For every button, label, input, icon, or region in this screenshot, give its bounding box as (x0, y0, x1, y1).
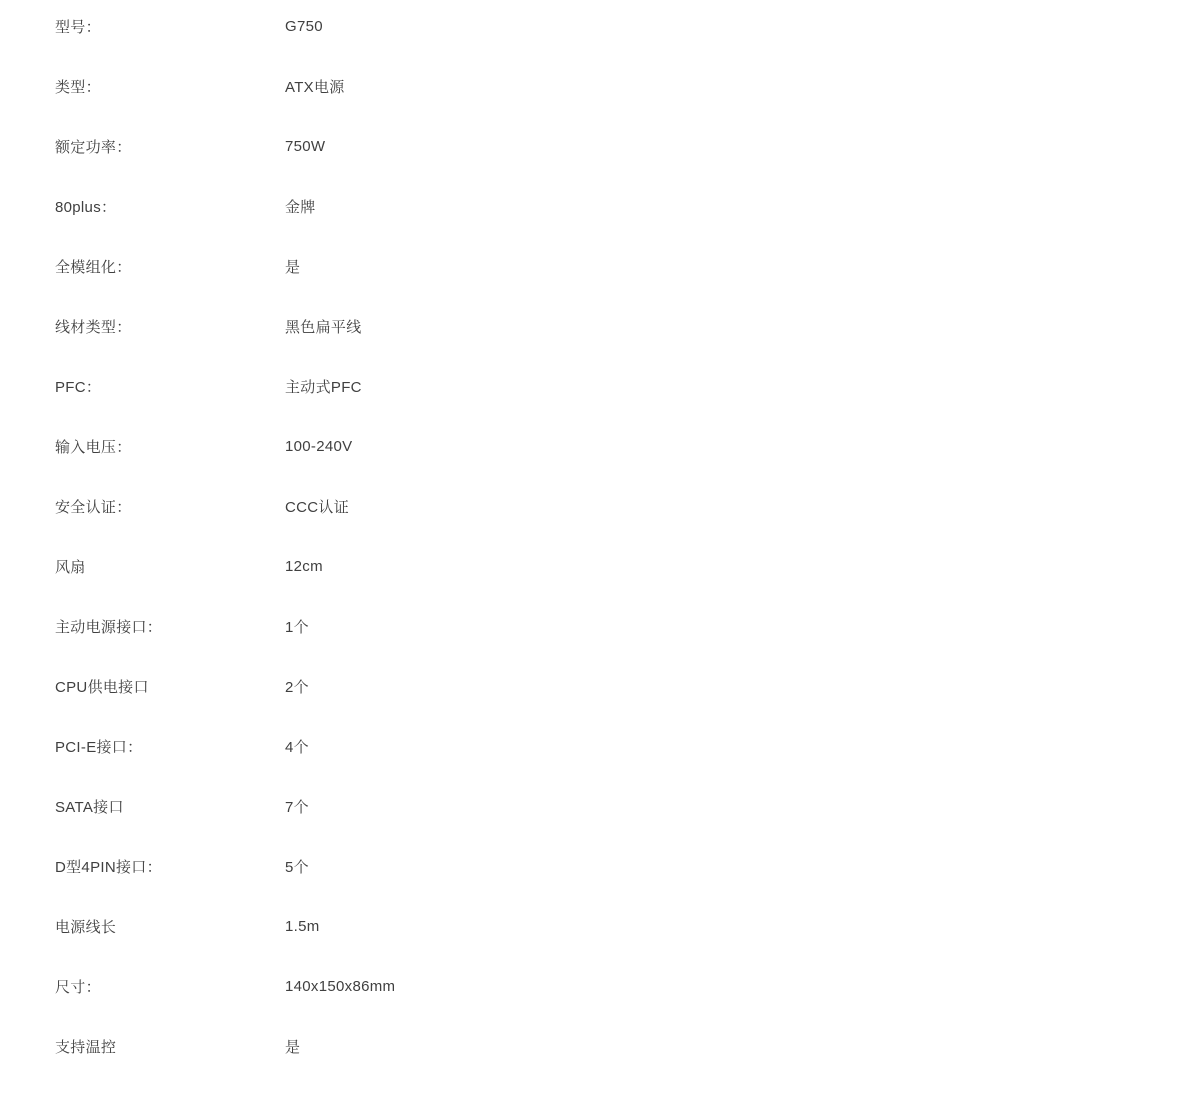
spec-label: PFC： (55, 378, 102, 396)
spec-row (0, 356, 1180, 416)
spec-label: 型号： (55, 18, 101, 36)
spec-row (0, 896, 1180, 956)
spec-row (0, 296, 1180, 356)
spec-label: 尺寸： (55, 978, 101, 996)
spec-value: CCC认证 (285, 498, 349, 516)
spec-value: 140x150x86mm (285, 977, 396, 995)
spec-value: 100-240V (285, 437, 353, 455)
spec-value: 5个 (285, 858, 309, 876)
spec-row (0, 776, 1180, 836)
spec-value: 2个 (285, 678, 309, 696)
spec-label: 类型： (55, 78, 101, 96)
spec-value: 金牌 (285, 198, 316, 216)
spec-row (0, 656, 1180, 716)
spec-value: 12cm (285, 557, 323, 575)
spec-row (0, 1016, 1180, 1076)
spec-value: 主动式PFC (285, 378, 362, 396)
spec-label: PCI-E接口： (55, 738, 143, 756)
spec-row (0, 176, 1180, 236)
spec-row (0, 716, 1180, 776)
spec-label: 线材类型： (55, 318, 132, 336)
spec-value: 7个 (285, 798, 309, 816)
spec-row (0, 836, 1180, 896)
spec-value: 4个 (285, 738, 309, 756)
spec-row (0, 476, 1180, 536)
spec-row (0, 536, 1180, 596)
spec-label: 安全认证： (55, 498, 132, 516)
spec-row (0, 596, 1180, 656)
spec-label: SATA接口 (55, 798, 124, 816)
spec-value: 1个 (285, 618, 309, 636)
spec-row (0, 416, 1180, 476)
spec-label: CPU供电接口 (55, 678, 149, 696)
spec-value: G750 (285, 17, 323, 35)
spec-label: 支持温控 (55, 1038, 117, 1056)
spec-value: 750W (285, 137, 326, 155)
spec-row (0, 956, 1180, 1016)
spec-row (0, 0, 1180, 56)
spec-value: 黑色扁平线 (285, 318, 362, 336)
spec-row (0, 116, 1180, 176)
spec-value: 1.5m (285, 917, 320, 935)
spec-row (0, 56, 1180, 116)
spec-label: 输入电压： (55, 438, 132, 456)
spec-value: 是 (285, 1038, 301, 1056)
spec-row (0, 236, 1180, 296)
spec-value: 是 (285, 258, 301, 276)
spec-label: 80plus： (55, 198, 117, 216)
spec-value: ATX电源 (285, 78, 345, 96)
spec-label: 风扇 (55, 558, 86, 576)
spec-label: 主动电源接口： (55, 618, 163, 636)
spec-label: 全模组化： (55, 258, 132, 276)
spec-label: D型4PIN接口： (55, 858, 162, 876)
spec-label: 额定功率： (55, 138, 132, 156)
spec-label: 电源线长 (55, 918, 117, 936)
